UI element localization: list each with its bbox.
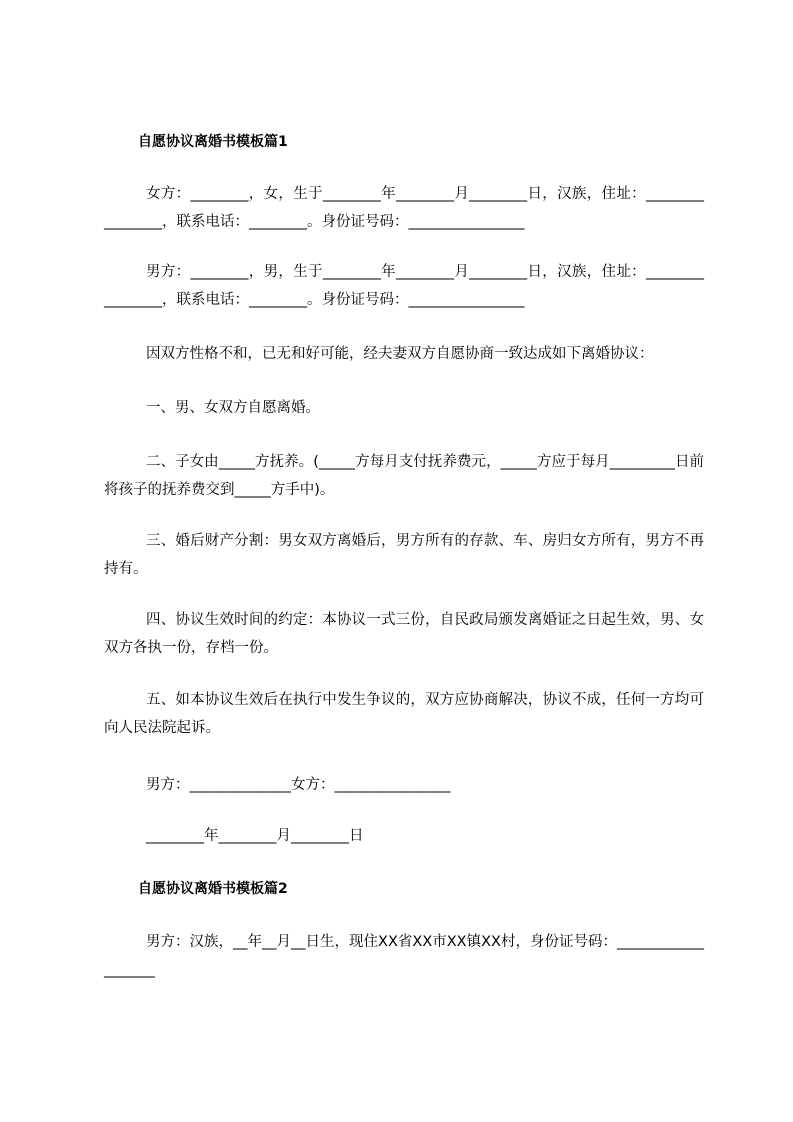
paragraph-text: 四、协议生效时间的约定：本协议一式三份，自民政局颁发离婚证之日起生效，男、女双方各执一份，存档一份。 [104, 612, 704, 656]
paragraph-text: 女方：________，女，生于________年________月________日，汉族，住址：________________，联系电话：________。身份证号码：________________ [104, 186, 704, 230]
paragraph-text: 男方：________，男，生于________年________月________日，汉族，住址：________________，联系电话：________。身份证号码：________________ [104, 264, 704, 308]
clause-3-paragraph [104, 527, 704, 583]
clause-1-paragraph [104, 394, 704, 422]
signature-line: 男方：______________女方：________________ [146, 777, 451, 793]
paragraph-text: 三、婚后财产分割：男女双方离婚后，男方所有的存款、车、房归女方所有，男方不再持有。 [104, 533, 704, 577]
paragraph-text: 五、如本协议生效后在执行中发生争议的，双方应协商解决，协议不成，任何一方均可向人民法院起诉。 [104, 692, 704, 736]
section-2-male-party-paragraph [104, 928, 704, 984]
section-2-title: 自愿协议离婚书模板篇2 [138, 881, 288, 897]
paragraph-text: 因双方性格不和，已无和好可能，经夫妻双方自愿协商一致达成如下离婚协议： [146, 346, 654, 362]
clause-2-paragraph [104, 448, 704, 504]
clause-5-paragraph [104, 686, 704, 742]
paragraph-text: 一、男、女双方自愿离婚。 [146, 400, 320, 416]
paragraph-text: 男方：汉族，__年__月__日生，现住XX省XX市XX镇XX村，身份证号码：___________________ [104, 934, 704, 978]
section-1-title: 自愿协议离婚书模板篇1 [138, 134, 288, 150]
male-party-paragraph [104, 258, 704, 314]
agreement-intro-paragraph [104, 340, 704, 368]
female-party-paragraph [104, 180, 704, 236]
clause-4-paragraph [104, 606, 704, 662]
paragraph-text: 二、子女由_____方抚养。(_____方每月支付抚养费元，_____方应于每月_________日前将孩子的抚养费交到_____方手中)。 [104, 454, 704, 498]
date-line: ________年________月________日 [146, 828, 364, 844]
